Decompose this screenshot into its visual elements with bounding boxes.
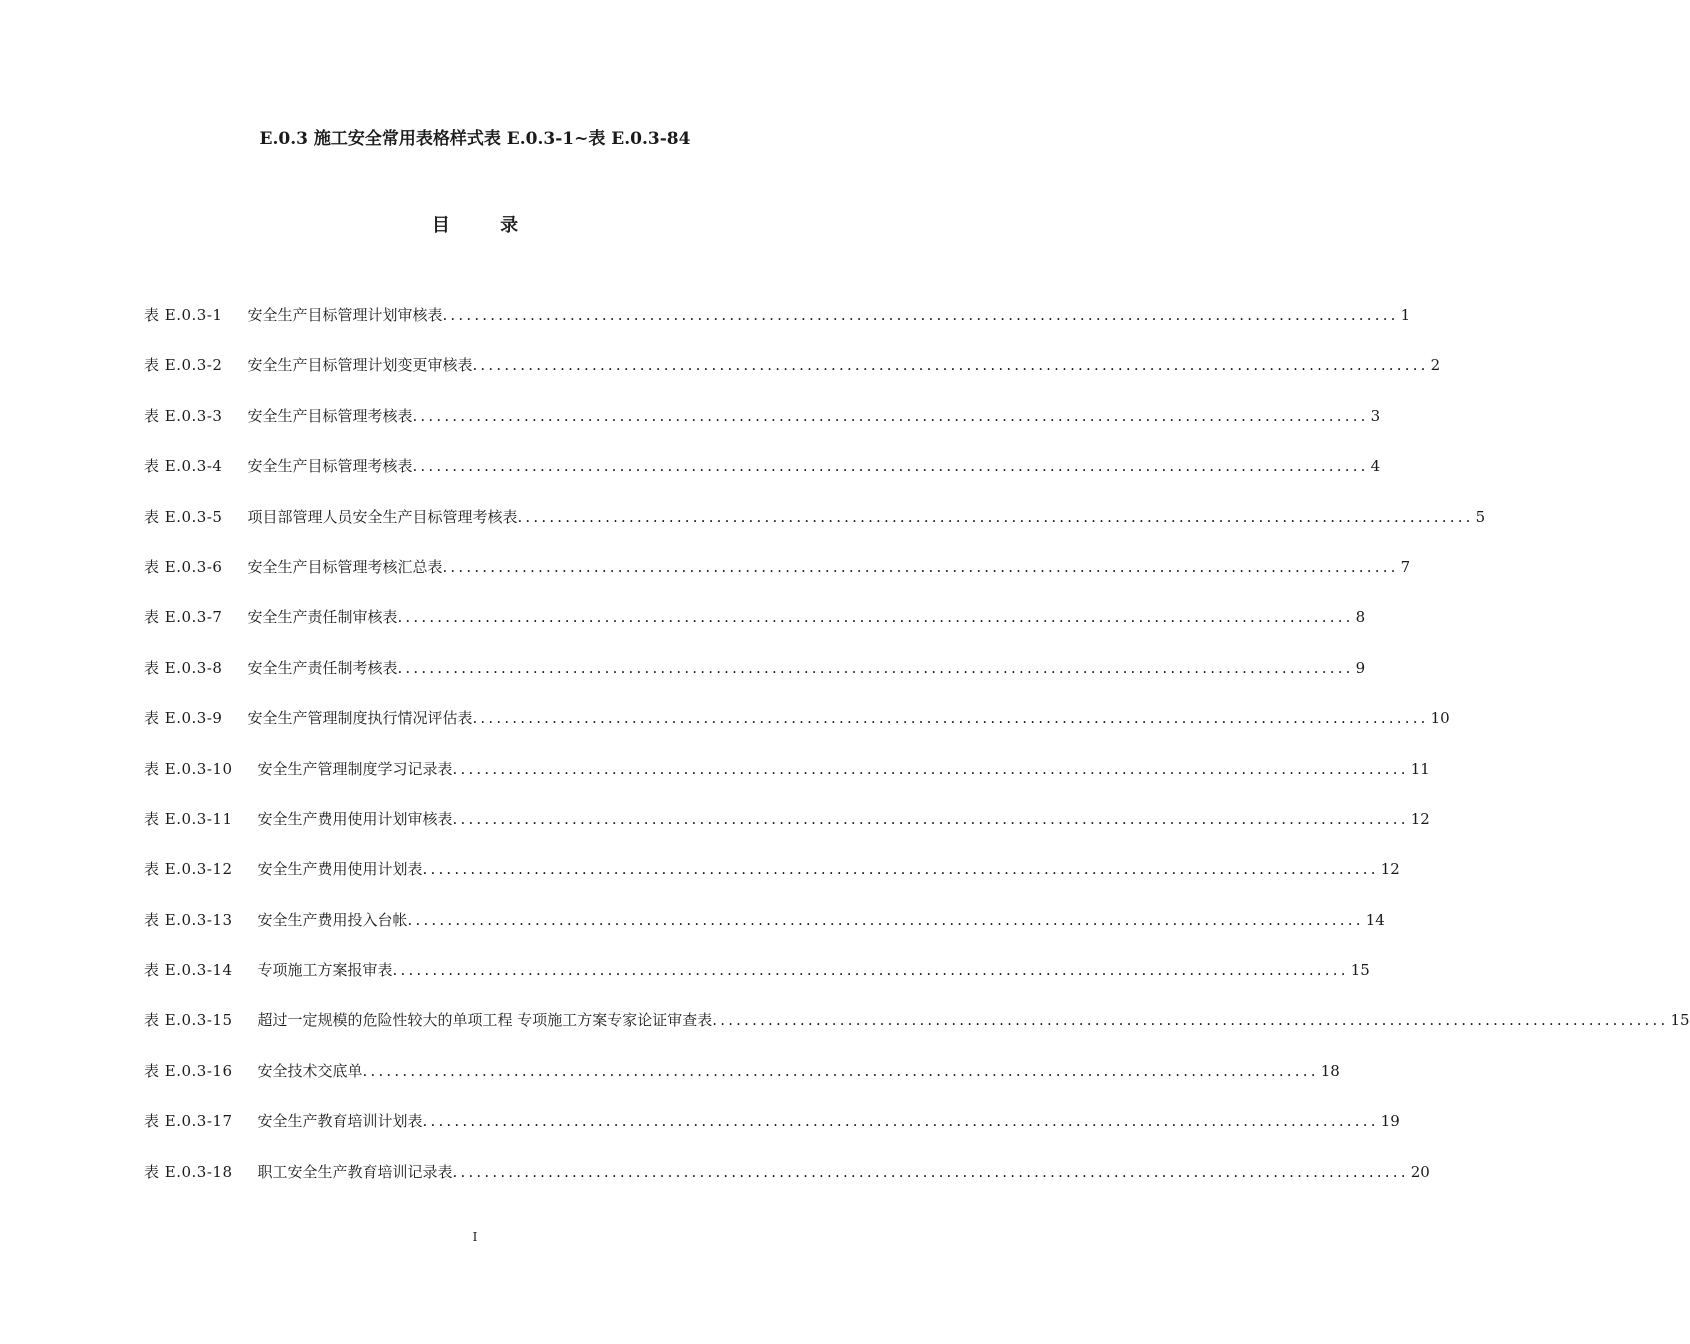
toc-entry[interactable] xyxy=(144,455,1381,505)
toc-leader-dots: ........................................................................................................................ xyxy=(452,759,1409,778)
toc-entry-code: 表 E.0.3-10 xyxy=(144,759,233,778)
toc-leader-dots: ........................................................................................................................ xyxy=(397,608,1354,627)
toc-entry[interactable] xyxy=(144,707,1450,757)
toc-leader-dots: ........................................................................................................................ xyxy=(392,961,1349,980)
toc-leader-dots: ........................................................................................................................ xyxy=(422,1112,1379,1131)
toc-entry-title: 专项施工方案报审表 xyxy=(257,961,393,980)
toc-entry-page: 15 xyxy=(1350,961,1370,980)
toc-leader-dots: ........................................................................................................................ xyxy=(712,1011,1669,1030)
toc-leader-dots: ........................................................................................................................ xyxy=(517,507,1474,526)
toc-entry-title: 安全生产目标管理计划审核表 xyxy=(247,306,443,324)
toc-leader-dots: ........................................................................................................................ xyxy=(472,709,1429,728)
toc-entry-title: 安全生产管理制度执行情况评估表 xyxy=(247,709,473,728)
toc-leader-dots: ........................................................................................................................ xyxy=(442,557,1399,576)
toc-leader-dots: ........................................................................................................................ xyxy=(362,1061,1319,1080)
toc-entry-title: 安全生产费用使用计划审核表 xyxy=(257,809,453,828)
toc-entry-page: 1 xyxy=(1400,306,1411,324)
toc-entry[interactable] xyxy=(144,506,1486,556)
toc-entry-code: 表 E.0.3-3 xyxy=(144,406,223,425)
toc-entry[interactable] xyxy=(144,354,1441,404)
toc-entry-page: 19 xyxy=(1380,1112,1400,1131)
toc-entry-title: 职工安全生产教育培训记录表 xyxy=(257,1162,453,1181)
toc-entry-code: 表 E.0.3-8 xyxy=(144,658,223,677)
toc-entry[interactable] xyxy=(144,959,1370,1009)
toc-heading: 目 录 xyxy=(431,215,541,236)
toc-entry-title: 安全生产目标管理考核表 xyxy=(247,406,413,425)
toc-entry-code: 表 E.0.3-6 xyxy=(144,557,223,576)
table-of-contents xyxy=(144,304,1690,1211)
toc-entry-page: 12 xyxy=(1380,860,1400,879)
toc-entry-code: 表 E.0.3-11 xyxy=(144,809,233,828)
toc-entry-code: 表 E.0.3-1 xyxy=(144,306,223,324)
toc-entry[interactable] xyxy=(144,808,1430,858)
toc-leader-dots: ........................................................................................................................ xyxy=(407,910,1364,929)
toc-entry-code: 表 E.0.3-14 xyxy=(144,961,233,980)
toc-entry-page: 10 xyxy=(1430,709,1450,728)
toc-entry-title: 安全生产责任制考核表 xyxy=(247,658,398,677)
toc-entry-page: 11 xyxy=(1410,759,1430,778)
toc-entry-title: 安全生产管理制度学习记录表 xyxy=(257,759,453,778)
toc-entry-title: 安全生产教育培训计划表 xyxy=(257,1112,423,1131)
toc-entry-page: 12 xyxy=(1410,809,1430,828)
toc-leader-dots: ........................................................................................................................ xyxy=(452,1162,1409,1181)
toc-entry[interactable] xyxy=(144,858,1400,908)
toc-entry-page: 15 xyxy=(1670,1011,1690,1030)
toc-entry-title: 安全生产目标管理考核汇总表 xyxy=(247,557,443,576)
toc-entry-title: 安全生产目标管理考核表 xyxy=(247,457,413,476)
toc-entry-code: 表 E.0.3-4 xyxy=(144,457,223,476)
toc-entry[interactable] xyxy=(144,1060,1340,1110)
toc-entry-page: 2 xyxy=(1430,356,1441,375)
toc-entry-code: 表 E.0.3-2 xyxy=(144,356,223,375)
toc-entry-code: 表 E.0.3-9 xyxy=(144,709,223,728)
toc-leader-dots: ........................................................................................................................ xyxy=(452,809,1409,828)
toc-leader-dots: ........................................................................................................................ xyxy=(442,306,1399,324)
toc-entry[interactable] xyxy=(144,1110,1400,1160)
page-number: I xyxy=(472,1230,478,1244)
toc-entry-page: 3 xyxy=(1370,406,1381,425)
toc-entry-page: 18 xyxy=(1320,1061,1340,1080)
toc-entry[interactable] xyxy=(144,405,1381,455)
toc-entry-page: 5 xyxy=(1475,507,1486,526)
toc-entry-title: 安全技术交底单 xyxy=(257,1061,363,1080)
toc-entry-code: 表 E.0.3-13 xyxy=(144,910,233,929)
toc-entry-page: 14 xyxy=(1365,910,1385,929)
toc-entry-title: 安全生产目标管理计划变更审核表 xyxy=(247,356,473,375)
toc-entry-page: 4 xyxy=(1370,457,1381,476)
toc-entry-page: 9 xyxy=(1355,658,1366,677)
toc-leader-dots: ........................................................................................................................ xyxy=(422,860,1379,879)
toc-entry[interactable] xyxy=(144,606,1366,656)
toc-entry[interactable] xyxy=(144,304,1411,354)
toc-entry[interactable] xyxy=(144,657,1366,707)
toc-entry[interactable] xyxy=(144,556,1411,606)
toc-entry-title: 超过一定规模的危险性较大的单项工程 专项施工方案专家论证审查表 xyxy=(257,1011,713,1030)
toc-entry-title: 安全生产责任制审核表 xyxy=(247,608,398,627)
toc-leader-dots: ........................................................................................................................ xyxy=(472,356,1429,375)
toc-entry-page: 20 xyxy=(1410,1162,1430,1181)
toc-leader-dots: ........................................................................................................................ xyxy=(412,406,1369,425)
toc-entry[interactable] xyxy=(144,1009,1690,1059)
toc-entry[interactable] xyxy=(144,758,1430,808)
toc-entry[interactable] xyxy=(144,909,1385,959)
toc-entry[interactable] xyxy=(144,1161,1430,1211)
toc-entry-code: 表 E.0.3-17 xyxy=(144,1112,233,1131)
toc-leader-dots: ........................................................................................................................ xyxy=(412,457,1369,476)
toc-entry-code: 表 E.0.3-15 xyxy=(144,1011,233,1030)
toc-entry-code: 表 E.0.3-18 xyxy=(144,1162,233,1181)
document-title: E.0.3 施工安全常用表格样式表 E.0.3-1~表 E.0.3-84 xyxy=(259,129,691,149)
toc-entry-code: 表 E.0.3-7 xyxy=(144,608,223,627)
toc-entry-page: 8 xyxy=(1355,608,1366,627)
toc-entry-code: 表 E.0.3-5 xyxy=(144,507,223,526)
toc-entry-title: 安全生产费用投入台帐 xyxy=(257,910,408,929)
toc-entry-code: 表 E.0.3-12 xyxy=(144,860,233,879)
toc-entry-page: 7 xyxy=(1400,557,1411,576)
toc-entry-title: 项目部管理人员安全生产目标管理考核表 xyxy=(247,507,518,526)
toc-entry-title: 安全生产费用使用计划表 xyxy=(257,860,423,879)
toc-leader-dots: ........................................................................................................................ xyxy=(397,658,1354,677)
toc-entry-code: 表 E.0.3-16 xyxy=(144,1061,233,1080)
